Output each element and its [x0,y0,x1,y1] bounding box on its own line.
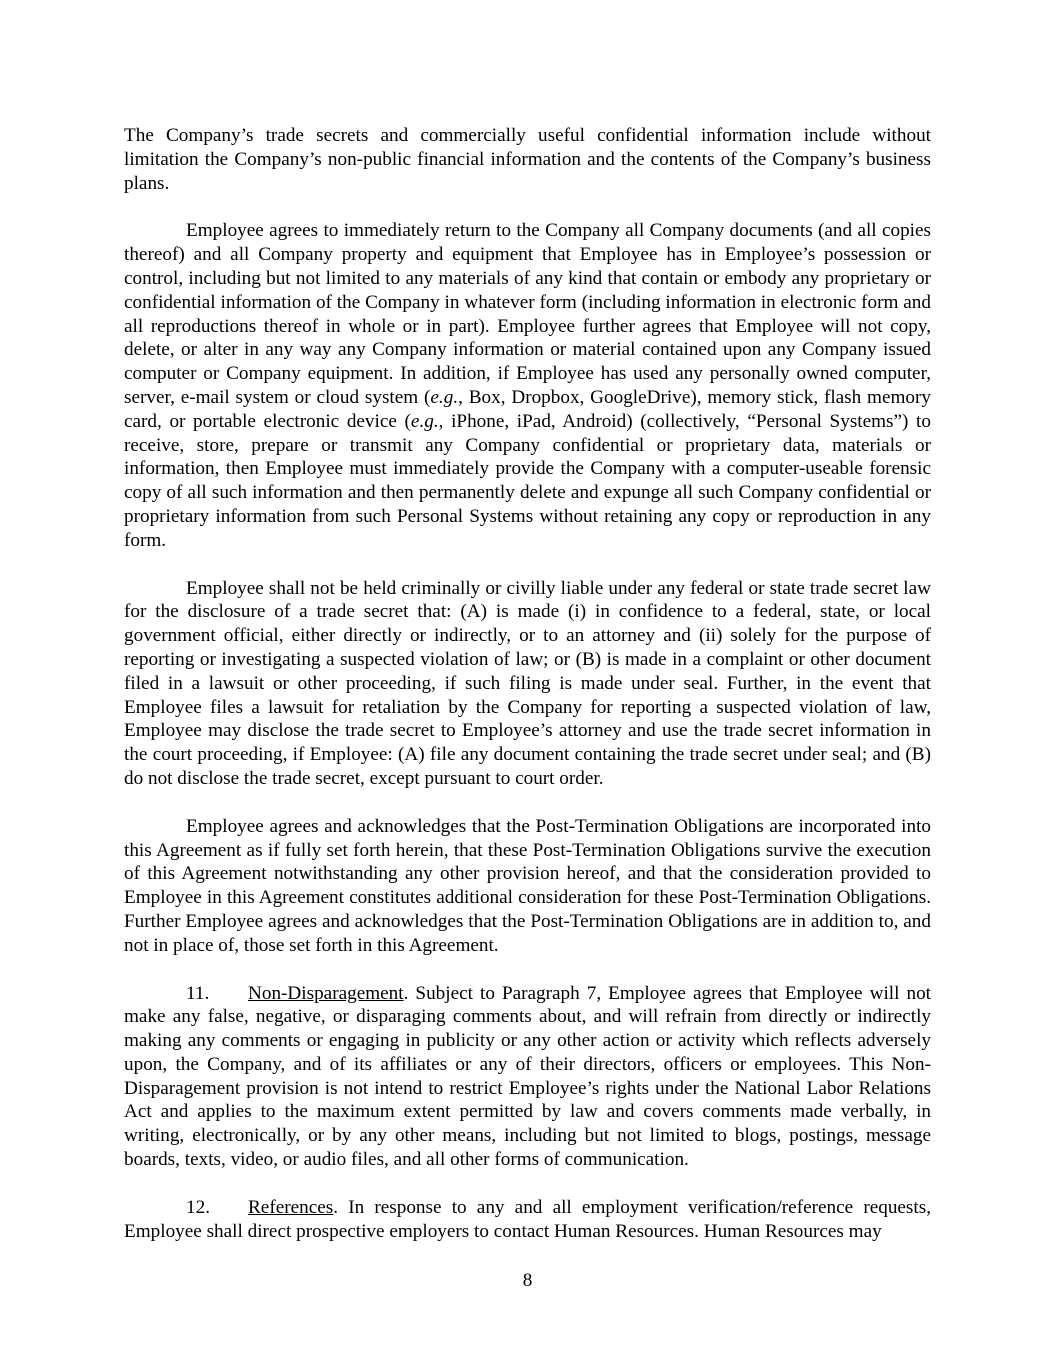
section-body: . Subject to Paragraph 7, Employee agrees that Employee will not make any false, negative, or disparaging comments about, and will refrain from directly or indirectly making any comments or engaging in publicity or any other action or activity which reflects adversely upon, the Company, and of its affiliates or any of their directors, officers or employees. This Non-Disparagement provision is not intend to restrict Employee’s rights under the National Labor Relations Act and applies to the maximum extent permitted by law and covers comments made verbally, in writing, electronically, or by any other means, including but not limited to blogs, postings, message boards, texts, video, or audio files, and all other forms of communication. [124,982,931,1171]
section-number: 12. [186,1196,210,1218]
section-body: . In response to any and all employment verification/reference requests, Employee shall direct prospective employers to contact Human Resources. Human Resources may [124,1196,931,1242]
document-page [124,124,931,1267]
eg-abbreviation: e.g. [430,386,459,408]
paragraph-trade-secrets: The Company’s trade secrets and commercially useful confidential information include without limitation the Company’s non-public financial information and the contents of the Company’s business plans. [124,125,931,194]
section-11-non-disparagement [124,982,931,1172]
section-heading: Non-Disparagement [248,982,404,1004]
section-heading: References [248,1196,334,1218]
eg-abbreviation: e.g. [410,410,439,432]
page-number: 8 [522,1270,533,1291]
paragraph-return-property [124,219,931,552]
section-number: 11. [186,982,210,1004]
paragraph-trade-secret-immunity: Employee shall not be held criminally or civilly liable under any federal or state trade secret law for the disclosure of a trade secret that: (A) is made (i) in confidence to a federal, state, or local government official, either directly or indirectly, or to an attorney and (ii) solely for the purpose of reporting or investigating a suspected violation of law; or (B) is made in a complaint or other document filed in a lawsuit or other proceeding, if such filing is made under seal. Further, in the event that Employee files a lawsuit for retaliation by the Company for reporting a suspected violation of law, Employee may disclose the trade secret to Employee’s attorney and use the trade secret information in the court proceeding, if Employee: (A) file any document containing the trade secret under seal; and (B) do not disclose the trade secret, except pursuant to court order. [124,577,931,789]
paragraph-post-termination-obligations: Employee agrees and acknowledges that the Post-Termination Obligations are incorporated into this Agreement as if fully set forth herein, that these Post-Termination Obligations survive the execution of this Agreement notwithstanding any other provision hereof, and that the consideration provided to Employee in this Agreement constitutes additional consideration for these Post-Termination Obligations. Further Employee agrees and acknowledges that the Post-Termination Obligations are in addition to, and not in place of, those set forth in this Agreement. [124,815,931,956]
paragraph-return-property-text-2: , Box, Dropbox, GoogleDrive), memory stick, flash memory card, or portable electronic device ( [124,386,931,432]
paragraph-return-property-text-1: Employee agrees to immediately return to the Company all Company documents (and all copies thereof) and all Company property and equipment that Employee has in Employee’s possession or control, including but not limited to any materials of any kind that contain or embody any proprietary or confidential information of the Company in whatever form (including information in electronic form and all reproductions thereof in whole or in part). Employee further agrees that Employee will not copy, delete, or alter in any way any Company information or material contained upon any Company issued computer or Company equipment. In addition, if Employee has used any personally owned computer, server, e-mail system or cloud system ( [124,220,931,408]
section-12-references [124,1196,931,1244]
paragraph-return-property-text-3: , iPhone, iPad, Android) (collectively, “Personal Systems”) to receive, store, prepare or transmit any Company confidential or proprietary data, materials or information, then Employee must immediately provide the Company with a computer-useable forensic copy of all such information and then permanently delete and expunge all such Company confidential or proprietary information from such Personal Systems without retaining any copy or reproduction in any form. [124,410,931,551]
